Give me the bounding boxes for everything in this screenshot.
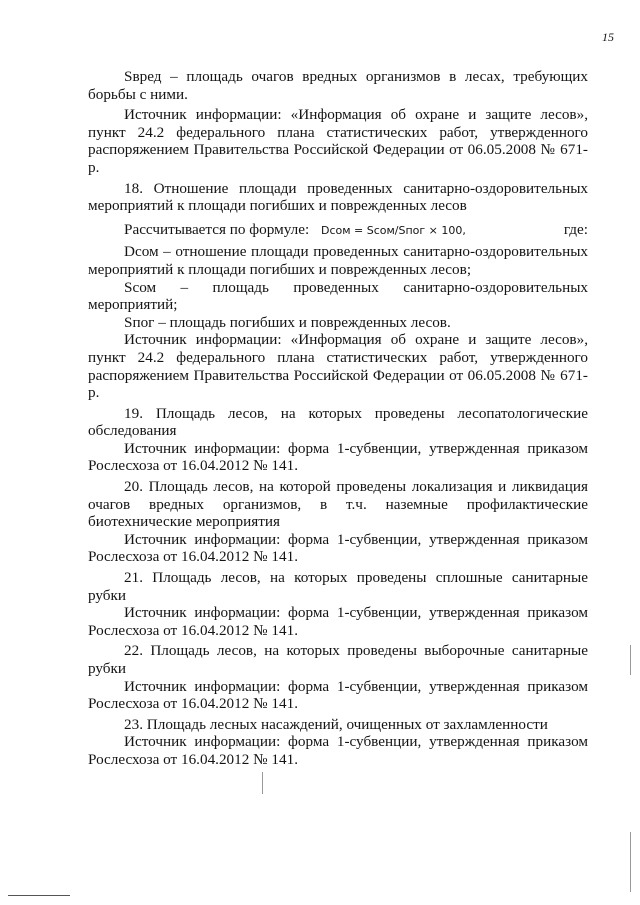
footer-rule — [8, 895, 70, 896]
formula-line — [88, 221, 588, 240]
paragraph-item-22: 22. Площадь лесов, на которых проведены выборочные санитарные рубки — [88, 642, 588, 677]
scan-mark — [262, 772, 263, 794]
formula-intro: Рассчитывается по формуле: — [124, 220, 310, 238]
paragraph-source-4: Источник информации: форма 1-субвенции, утвержденная приказом Рослесхоза от 16.04.2012 № 141. — [88, 530, 588, 566]
paragraph-dsom: Dсом – отношение площади проведенных санитарно-оздоровительных мероприятий к площади погибших и поврежденных лесов; — [88, 243, 588, 278]
scan-mark — [630, 645, 631, 675]
paragraph-item-23: 23. Площадь лесных насаждений, очищенных от захламленности — [124, 715, 548, 733]
paragraph-source-6: Источник информации: форма 1-субвенции, утвержденная приказом Рослесхоза от 16.04.2012 № 141. — [88, 677, 588, 713]
paragraph-source-5: Источник информации: форма 1-субвенции, утвержденная приказом Рослесхоза от 16.04.2012 № 141. — [88, 604, 588, 639]
paragraph-item-20: 20. Площадь лесов, на которой проведены локализация и ликвидация очагов вредных организмов, в т.ч. наземные профилактические биотехнические мероприятия — [88, 478, 588, 531]
paragraph-source-3: Источник информации: форма 1-субвенции, утвержденная приказом Рослесхоза от 16.04.2012 № 141. — [88, 439, 588, 475]
formula-where: где: — [563, 220, 588, 238]
paragraph-svred: Sвред – площадь очагов вредных организмов в лесах, требующих борьбы с ними. — [88, 68, 588, 103]
formula: Dсом = Sсом/Sпог × 100, — [320, 223, 466, 237]
document-body — [88, 68, 588, 769]
paragraph-item-18: 18. Отношение площади проведенных санитарно-оздоровительных мероприятий к площади погибших и поврежденных лесов — [88, 179, 588, 215]
paragraph-source-1: Источник информации: «Информация об охране и защите лесов», пункт 24.2 федерального плана статистических работ, утвержденного распоряжением Правительства Российской Федерации от 06.05.2008 № 671-р. — [88, 106, 588, 176]
paragraph-item-21: 21. Площадь лесов, на которых проведены сплошные санитарные рубки — [88, 569, 588, 604]
paragraph-ssom: Sсом – площадь проведенных санитарно-оздоровительных мероприятий; — [88, 278, 588, 314]
paragraph-spog: Sпог – площадь погибших и поврежденных лесов. — [124, 313, 451, 331]
paragraph-source-2: Источник информации: «Информация об охране и защите лесов», пункт 24.2 федерального плана статистических работ, утвержденного распоряжением Правительства Российской Федерации от 06.05.2008 № 671-р. — [88, 331, 588, 402]
paragraph-source-7: Источник информации: форма 1-субвенции, утвержденная приказом Рослесхоза от 16.04.2012 № 141. — [88, 733, 588, 768]
page-number: 15 — [602, 30, 614, 44]
paragraph-item-19: 19. Площадь лесов, на которых проведены лесопатологические обследования — [88, 404, 588, 440]
scan-mark — [630, 832, 631, 892]
